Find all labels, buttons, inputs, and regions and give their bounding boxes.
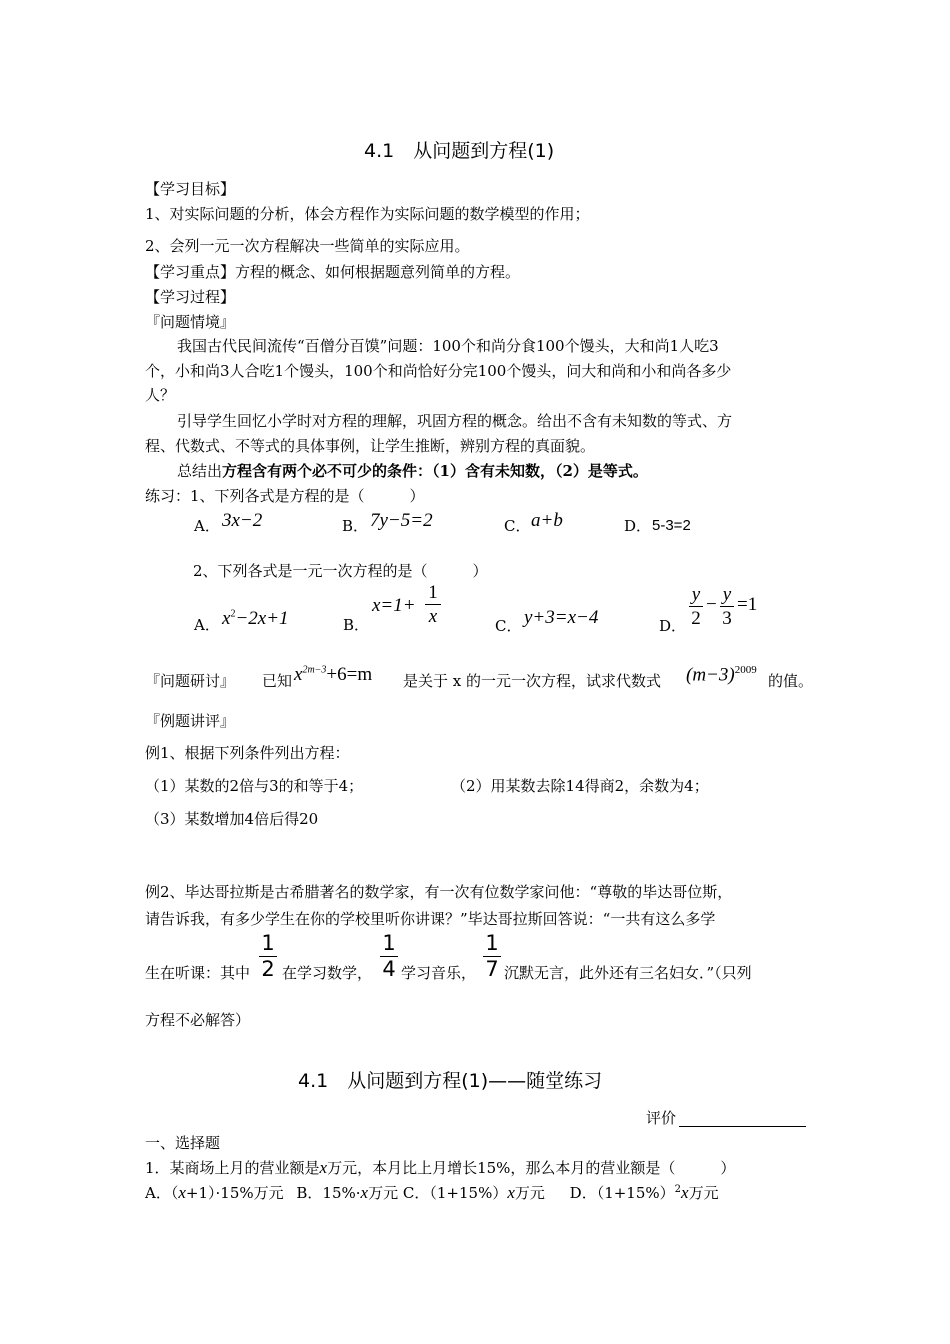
discussion-expr2-exponent: 2009: [734, 664, 757, 676]
situation-paragraph-1-line-3: 人？: [145, 386, 176, 404]
situation-heading: 『问题情境』: [145, 313, 236, 331]
discussion-expr-base: x: [294, 664, 303, 685]
goal-item-2: 2、会列一元一次方程解决一些简单的实际应用。: [145, 237, 470, 255]
question-1-option-b: [296, 1184, 398, 1202]
summary-bold: 方程含有两个必不可少的条件：（1）含有未知数，（2）是等式。: [222, 462, 648, 480]
example-2-segment-2: 在学习数学，: [282, 964, 373, 982]
question-1-options: [145, 1183, 719, 1203]
exercise-2-option-d-den-1: 2: [691, 608, 701, 629]
summary-prefix: 总结出: [177, 462, 223, 480]
exercise-2-option-b-fraction: [425, 583, 441, 626]
fraction-numerator: 1: [261, 931, 275, 955]
summary-line: [177, 462, 648, 480]
exercise-2-option-a-expr: [222, 608, 289, 631]
discussion-heading: 『问题研讨』: [145, 672, 236, 690]
example-1-question: 例1、根据下列条件列出方程：: [145, 744, 350, 762]
example-2-line-2: 请告诉我，有多少学生在你的学校里听你讲课？”毕达哥拉斯回答说：“一共有这么多学: [145, 910, 716, 928]
key-label: 【学习重点】: [145, 263, 236, 281]
exercise-2-option-c-label: C．: [495, 617, 522, 635]
example-heading: 『例题讲评』: [145, 712, 236, 730]
discussion-text-1: 已知: [262, 672, 293, 690]
option-a-pre: A．（: [145, 1184, 179, 1202]
exercise-2-option-d-num-2: y: [722, 584, 732, 605]
question-1-option-c: [403, 1184, 545, 1202]
exercise-1-option-a-expr: 3x−2: [222, 510, 263, 531]
exercise-1-option-b-label: B．: [342, 517, 369, 535]
option-b-pre: B．15%·: [296, 1184, 361, 1202]
fraction-denominator: 7: [485, 957, 499, 981]
fraction-denominator: 4: [382, 957, 396, 981]
exercise-2-option-d-fraction-1: [689, 585, 703, 628]
fraction-numerator: 1: [485, 931, 499, 955]
discussion-expression: [294, 664, 372, 687]
exercise-2-option-b-den: x: [428, 606, 438, 627]
situation-paragraph-1-line-2: 个，小和尚3人合吃1个馒头，100个和尚恰好分完100个馒头，问大和尚和小和尚各多少: [145, 362, 732, 380]
exercise-2-option-c-expr: y+3=x−4: [524, 607, 599, 628]
discussion-text-3: 的值。: [768, 672, 814, 690]
exercise-2-option-a-rest: −2x+1: [235, 608, 289, 629]
exercise-2-option-a-exponent: 2: [230, 608, 236, 620]
example-2-fraction-seventh: [483, 933, 501, 980]
option-c-var: x: [507, 1183, 515, 1202]
question-1-variable: x: [319, 1158, 328, 1177]
exercise-2-option-d-rhs: =1: [737, 594, 758, 615]
question-1-option-a: [145, 1184, 284, 1202]
evaluation-blank-line: [679, 1126, 806, 1127]
evaluation-label: 评价: [646, 1109, 677, 1127]
exercise-1-question: 练习：1、下列各式是方程的是（ ）: [145, 487, 425, 505]
exercise-2-option-a-base: x: [222, 608, 231, 629]
exercise-2-option-b-label: B．: [343, 616, 370, 634]
situation-paragraph-1-line-1: 我国古代民间流传“百僧分百馍”问题：100个和尚分食100个馒头，大和尚1人吃3: [177, 337, 719, 355]
option-a-var: x: [178, 1183, 186, 1202]
example-2-line-1: 例2、毕达哥拉斯是古希腊著名的数学家，有一次有位数学家问他：“尊敬的毕达哥位斯，: [145, 883, 733, 901]
exercise-2-option-b-num: 1: [428, 582, 438, 603]
option-d-pre: D．（1+15%）: [569, 1184, 675, 1202]
question-1-option-d: [570, 1184, 719, 1202]
goal-item-1: 1、对实际问题的分析，体会方程作为实际问题的数学模型的作用；: [145, 205, 590, 223]
option-b-post: 万元: [368, 1184, 399, 1202]
exercise-2-option-b-lhs: x=1+: [372, 595, 416, 616]
exercise-2-option-a-label: A．: [194, 616, 220, 634]
situation-paragraph-2-line-2: 程、代数式、不等式的具体事例，让学生推断，辨别方程的真面貌。: [145, 437, 596, 455]
example-2-fraction-quarter: [380, 933, 398, 980]
goal-heading: 【学习目标】: [145, 180, 236, 198]
option-a-post: +1）·15%万元: [185, 1184, 284, 1202]
discussion-expr-exponent: 2m−3: [302, 664, 327, 676]
discussion-expr-rest: +6=m: [326, 664, 373, 685]
example-1-item-3: （3）某数增加4倍后得20: [145, 810, 319, 828]
example-2-segment-4: 沉默无言，此外还有三名妇女．”（只列: [504, 964, 752, 982]
option-c-pre: C．（1+15%）: [402, 1184, 508, 1202]
discussion-expression-2: [686, 664, 757, 687]
example-2-segment-1: 生在听课：其中: [145, 964, 251, 982]
key-text: 方程的概念、如何根据题意列简单的方程。: [235, 263, 521, 281]
exercise-1-option-d-label: D．: [624, 517, 652, 535]
exercise-2-question: 2、下列各式是一元一次方程的是（ ）: [193, 562, 488, 580]
example-1-item-2: （2）用某数去除14得商2，余数为4；: [451, 777, 709, 795]
option-c-post: 万元: [514, 1184, 545, 1202]
fraction-denominator: 2: [261, 957, 275, 981]
exercise-1-option-a-label: A．: [194, 517, 220, 535]
section-choice-heading: 一、选择题: [145, 1134, 221, 1152]
option-d-post: 万元: [688, 1184, 719, 1202]
exercise-2-option-d-num-1: y: [691, 584, 701, 605]
fraction-bar: [689, 606, 703, 607]
discussion-expr2-body: (m−3): [686, 664, 735, 686]
question-1-stem-a: 1．某商场上月的营业额是: [145, 1159, 320, 1177]
discussion-text-2: 是关于 x 的一元一次方程，试求代数式: [403, 672, 661, 690]
exercise-2-option-d-fraction-2: [720, 585, 734, 628]
option-d-exponent: 2: [674, 1184, 682, 1195]
example-2-segment-3: 学习音乐，: [401, 964, 477, 982]
key-points: [145, 263, 520, 281]
practice-title: 4.1 从问题到方程(1)——随堂练习: [298, 1070, 603, 1092]
fraction-numerator: 1: [382, 931, 396, 955]
exercise-1-option-b-expr: 7y−5=2: [370, 510, 433, 531]
situation-paragraph-2-line-1: 引导学生回忆小学时对方程的理解，巩固方程的概念。给出不含有未知数的等式、方: [177, 412, 733, 430]
fraction-bar: [425, 604, 441, 605]
option-d-var: x: [681, 1183, 689, 1202]
fraction-bar: [720, 606, 734, 607]
exercise-2-option-d-operator: −: [706, 594, 717, 615]
option-b-var: x: [360, 1183, 369, 1202]
question-1-stem: [145, 1158, 735, 1178]
exercise-2-option-d-den-2: 3: [722, 608, 732, 629]
page-title: 4.1 从问题到方程(1): [364, 140, 555, 162]
example-2-fraction-half: [259, 933, 277, 980]
process-heading: 【学习过程】: [145, 288, 236, 306]
exercise-2-option-d-label: D．: [659, 617, 687, 635]
question-1-stem-b: 万元，本月比上月增长15%，那么本月的营业额是（ ）: [327, 1159, 736, 1177]
exercise-1-option-c-expr: a+b: [531, 510, 563, 531]
example-1-item-1: （1）某数的2倍与3的和等于4；: [145, 777, 364, 795]
exercise-1-option-d-expr: 5-3=2: [652, 517, 691, 534]
example-2-line-4: 方程不必解答）: [145, 1011, 251, 1029]
exercise-1-option-c-label: C．: [504, 517, 531, 535]
